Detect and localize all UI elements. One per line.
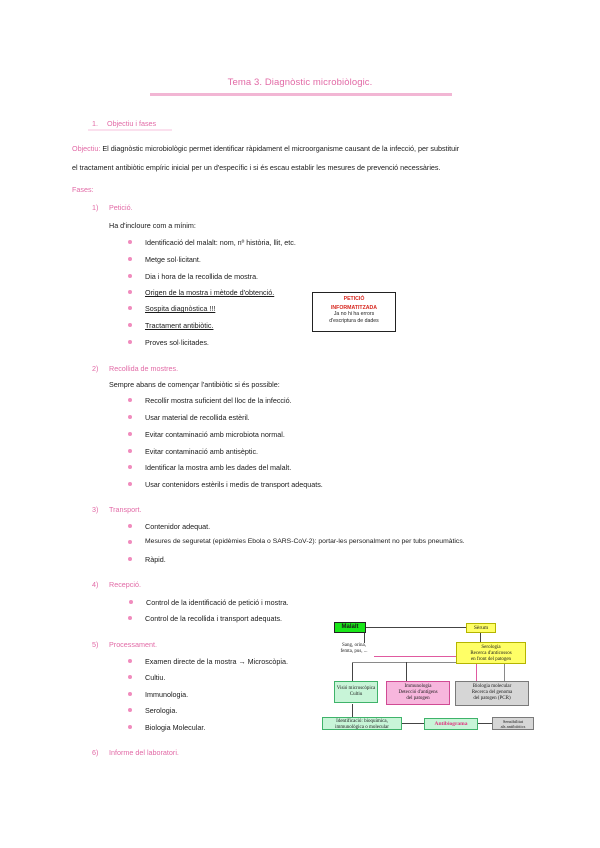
box-malalt: Malalt xyxy=(334,622,366,633)
list-item: Evitar contaminació amb microbiota normal. xyxy=(145,430,285,439)
bullet-icon xyxy=(129,600,133,604)
list-item: Identificació del malalt: nom, nº història, llit, etc. xyxy=(145,238,296,247)
list-item: Control de la recollida i transport adequats. xyxy=(145,614,282,623)
bullet-icon xyxy=(128,659,132,663)
box-immunologia: Immunologia Detecció d'antígens del patogen xyxy=(386,681,450,705)
box-antibiograma: Antibiograma xyxy=(424,718,478,730)
bullet-icon xyxy=(128,708,132,712)
connector-line xyxy=(402,723,424,724)
bullet-icon xyxy=(128,692,132,696)
bullet-icon xyxy=(128,432,132,436)
section-heading-highlight xyxy=(88,129,172,131)
step-number-4: 4) xyxy=(92,580,99,589)
bullet-icon xyxy=(128,257,132,261)
step-heading-informe: Informe del laboratori. xyxy=(109,748,179,757)
stamp-peticio-informatitzada: PETICIÓ INFORMATITZADA Ja no hi ha errors d'escriptura de dades xyxy=(312,292,396,332)
list-item: Mesures de seguretat (epidèmies Ebola o SARS-CoV-2): portar-les personalment no per tubs pneumàtics. xyxy=(145,538,465,545)
connector-line xyxy=(352,662,353,681)
connector-line xyxy=(406,662,407,681)
bullet-icon xyxy=(128,482,132,486)
box-biologia-molecular: Biologia molecular Recerca del genoma del patogen (PCR) xyxy=(455,681,529,706)
fases-label: Fases: xyxy=(72,185,94,194)
list-item: Contenidor adequat. xyxy=(145,522,210,531)
list-item: Sospita diagnòstica !!! xyxy=(145,304,215,313)
list-item: Cultiu. xyxy=(145,673,165,682)
title-underline xyxy=(150,93,452,96)
connector-line xyxy=(478,723,492,724)
list-item: Identificar la mostra amb les dades del malalt. xyxy=(145,463,291,472)
step-number-5: 5) xyxy=(92,640,99,649)
bullet-icon xyxy=(128,340,132,344)
box-identificacio: Identificació: bioquímica, immunològica o molecular xyxy=(322,717,402,730)
bullet-icon xyxy=(128,675,132,679)
list-item: Immunologia. xyxy=(145,690,188,699)
list-item: Metge sol·licitant. xyxy=(145,255,201,264)
step-number-3: 3) xyxy=(92,505,99,514)
objective-text-2: el tractament antibiòtic empíric inicial per un d'específic i si és escau establir les mesures de prevenció necessàries. xyxy=(72,163,441,172)
box-mostres: Sang, orina, femta, pus, ... xyxy=(334,643,374,661)
section-heading: Objectiu i fases xyxy=(107,119,157,128)
page-title: Tema 3. Diagnòstic microbiòlogic. xyxy=(227,77,373,88)
step-number-1: 1) xyxy=(92,203,99,212)
list-item: Serologia. xyxy=(145,706,177,715)
step-heading-recollida: Recollida de mostres. xyxy=(109,364,179,373)
connector-line xyxy=(352,704,353,718)
list-item: Examen directe de la mostra → Microscòpia. xyxy=(145,657,288,666)
bullet-icon xyxy=(128,725,132,729)
box-visio-cultiu: Visió microscòpica Cultiu xyxy=(334,681,378,703)
recollida-intro: Sempre abans de començar l'antibiòtic si és possible: xyxy=(109,380,280,389)
bullet-icon xyxy=(128,415,132,419)
bullet-icon xyxy=(128,306,132,310)
bullet-icon xyxy=(128,616,132,620)
box-serologia: Serologia Recerca d'anticossos en front del patogen xyxy=(456,642,526,664)
connector-line xyxy=(366,627,466,628)
bullet-icon xyxy=(128,557,132,561)
list-item: Origen de la mostra i mètode d'obtenció. xyxy=(145,288,274,297)
list-item: Tractament antibiòtic. xyxy=(145,321,213,330)
connector-line xyxy=(504,662,505,681)
diagnostic-flow-diagram xyxy=(334,622,548,742)
list-item: Recollir mostra suficient del lloc de la infecció. xyxy=(145,396,292,405)
list-item: Control de la identificació de petició i mostra. xyxy=(146,598,289,607)
bullet-icon xyxy=(128,290,132,294)
list-item: Dia i hora de la recollida de mostra. xyxy=(145,272,258,281)
objective-line-1 xyxy=(72,144,459,153)
bullet-icon xyxy=(128,323,132,327)
peticio-intro: Ha d'incloure com a mínim: xyxy=(109,221,196,230)
list-item: Usar material de recollida estèril. xyxy=(145,413,250,422)
bullet-icon xyxy=(128,540,132,544)
objective-text-1: El diagnòstic microbiològic permet identificar ràpidament el microorganisme causant de la infecció, per substituir xyxy=(102,144,460,153)
step-heading-transport: Transport. xyxy=(109,505,142,514)
list-item: Evitar contaminació amb antisèptic. xyxy=(145,447,258,456)
list-item: Biologia Molecular. xyxy=(145,723,205,732)
step-number-2: 2) xyxy=(92,364,99,373)
step-heading-processament: Processament. xyxy=(109,640,157,649)
bullet-icon xyxy=(128,524,132,528)
bullet-icon xyxy=(128,274,132,278)
bullet-icon xyxy=(128,240,132,244)
section-number: 1. xyxy=(92,119,98,128)
list-item: Proves sol·licitades. xyxy=(145,338,209,347)
step-heading-peticio: Petició. xyxy=(109,203,133,212)
bullet-icon xyxy=(128,449,132,453)
objective-label: Objectiu: xyxy=(72,144,101,153)
list-item: Ràpid. xyxy=(145,555,166,564)
box-sensibilitat: Sensibilitat als antibiòtics xyxy=(492,717,534,730)
box-serum: Sèrum xyxy=(466,623,496,633)
step-number-6: 6) xyxy=(92,748,99,757)
bullet-icon xyxy=(128,465,132,469)
step-heading-recepcio: Recepció. xyxy=(109,580,141,589)
bullet-icon xyxy=(128,398,132,402)
list-item: Usar contenidors estèrils i medis de transport adequats. xyxy=(145,480,323,489)
